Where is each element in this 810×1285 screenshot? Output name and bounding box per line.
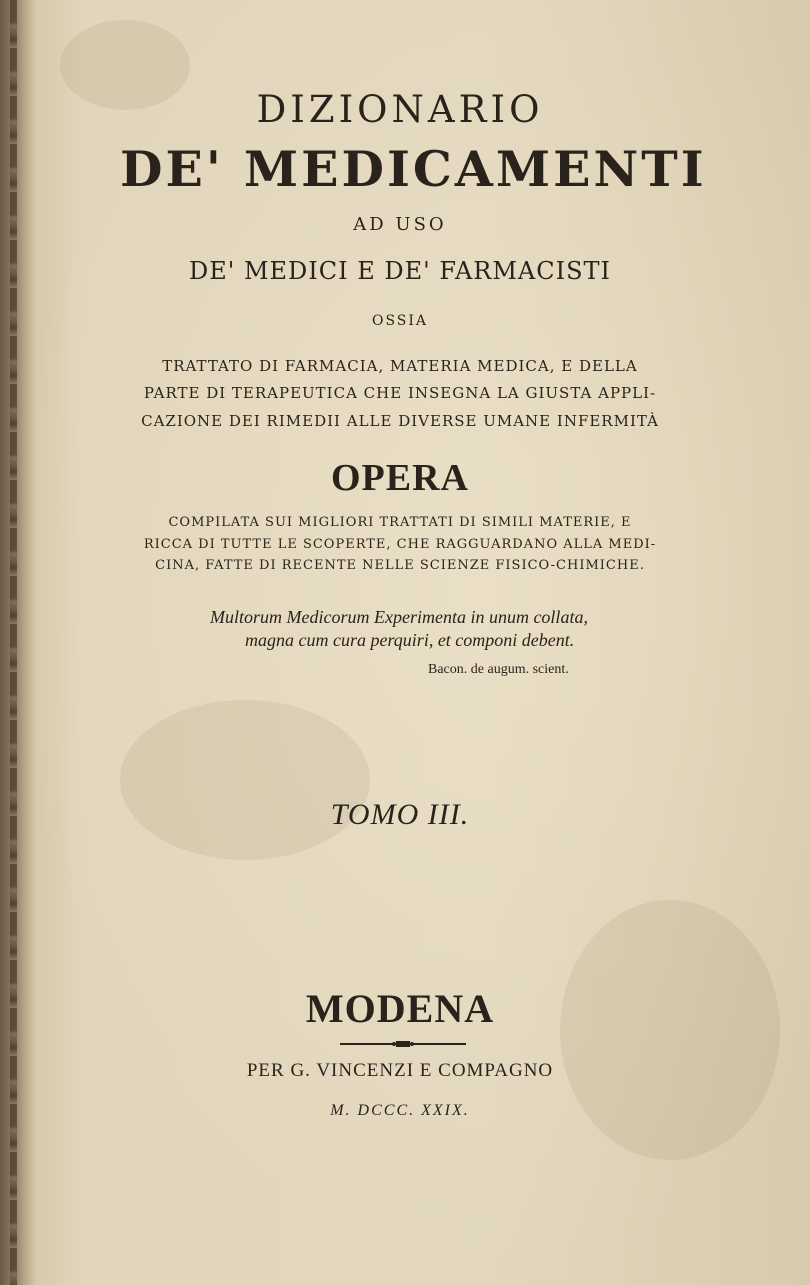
description-line-2: PARTE DI TERAPEUTICA CHE INSEGNA LA GIUSTA APPLI- [143,384,657,402]
opera-heading: OPERA [331,457,469,499]
compiled-line-3: CINA, FATTE DI RECENTE NELLE SCIENZE FISICO-CHIMICHE. [155,558,645,573]
epigraph-line-2: magna cum cura perquiri, et componi debent. [245,630,575,650]
publication-year: M. DCCC. XXIX. [330,1102,470,1119]
ad-uso: AD USO [353,214,447,235]
description-line-3: CAZIONE DEI RIMEDII ALLE DIVERSE UMANE INFERMITÀ [141,412,659,430]
city: MODENA [305,986,495,1031]
volume-number: TOMO III. [330,798,470,831]
title-line-1: DIZIONARIO [256,88,544,131]
paper-stain [120,700,370,860]
book-spine [0,0,36,1285]
spine-crack [10,0,17,1285]
publisher: PER G. VINCENZI E COMPAGNO [246,1060,554,1081]
epigraph-line-1: Multorum Medicorum Experimenta in unum collata, [210,607,588,627]
ornamental-rule [338,1040,468,1048]
audience: DE' MEDICI E DE' FARMACISTI [188,257,612,285]
compiled-line-1: COMPILATA SUI MIGLIORI TRATTATI DI SIMILI MATERIE, E [168,515,632,530]
compiled-line-2: RICCA DI TUTTE LE SCOPERTE, CHE RAGGUARDANO ALLA MEDI- [143,537,657,552]
ossia: OSSIA [371,313,429,329]
epigraph-source: Bacon. de augum. scient. [428,662,569,677]
title-line-2: DE' MEDICAMENTI [120,140,707,198]
description-line-1: TRATTATO DI FARMACIA, MATERIA MEDICA, E DELLA [162,357,638,375]
